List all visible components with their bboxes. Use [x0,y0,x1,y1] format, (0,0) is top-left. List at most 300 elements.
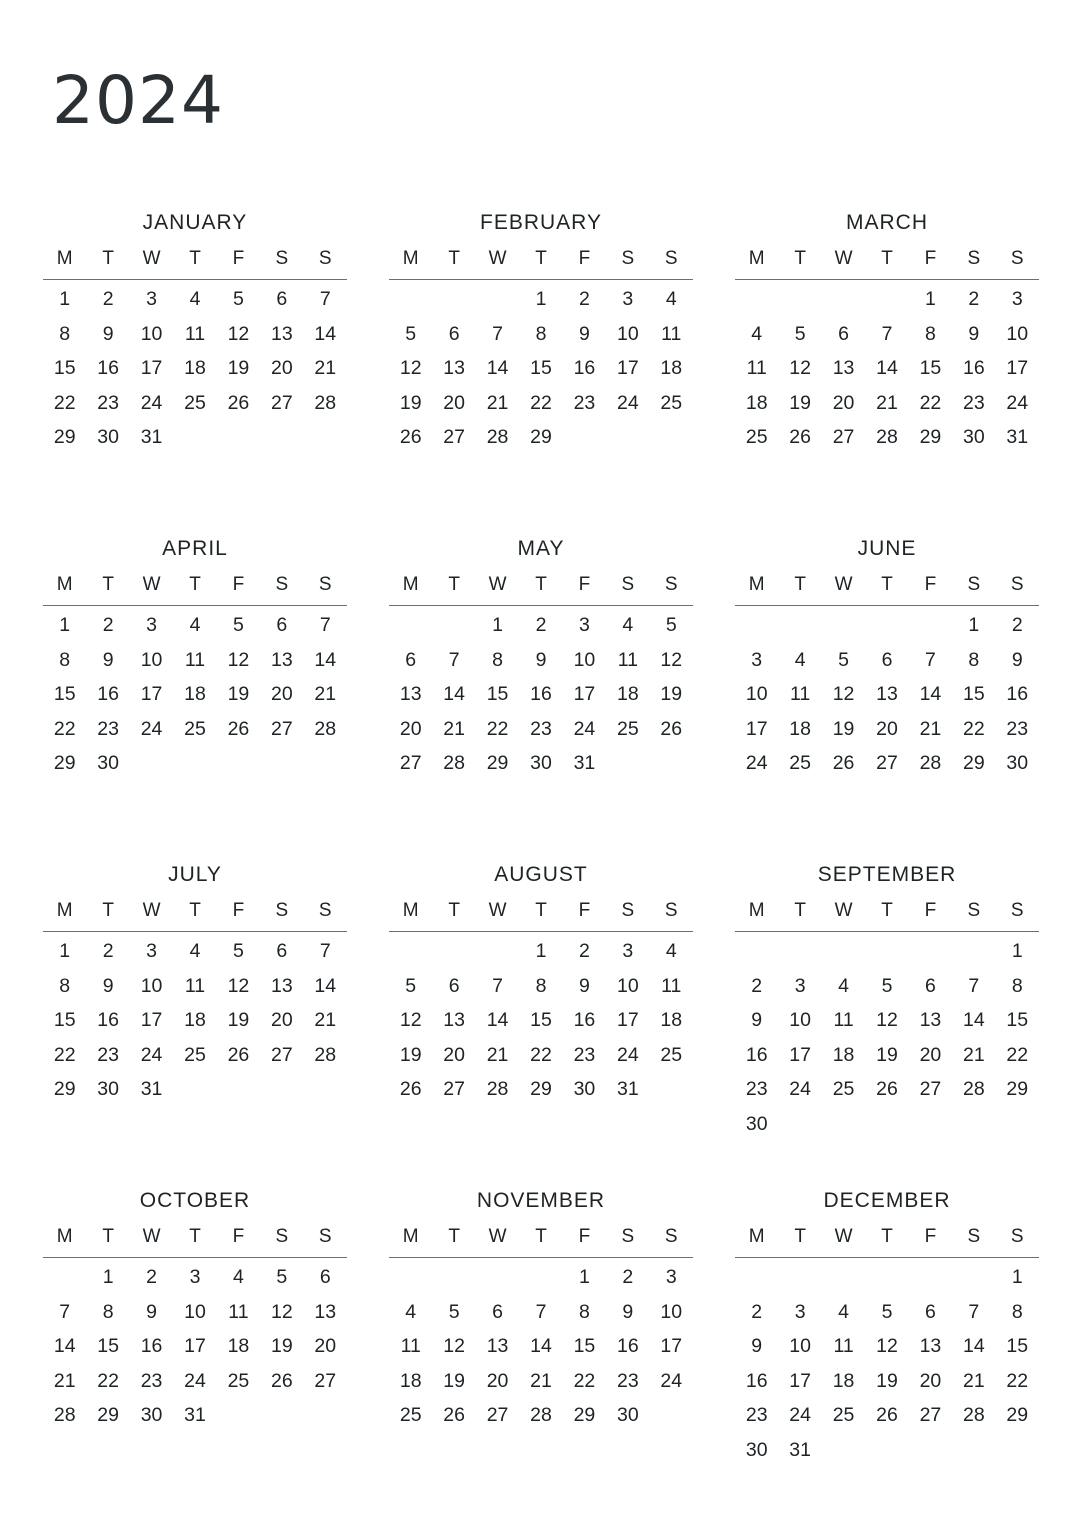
day-cell: 26 [227,1043,250,1066]
weekday-label: M [402,574,419,595]
weekday-header [43,898,347,932]
day-cell: 8 [1011,974,1023,997]
empty-day-cell [778,934,821,969]
day-cell: 12 [271,1300,293,1323]
day-cell: 17 [789,1043,811,1066]
day-cell: 15 [97,1335,119,1358]
day-cell: 6 [838,322,849,345]
day-cell: 9 [102,974,114,997]
day-cell: 14 [486,357,509,380]
weekday-header [43,572,347,606]
day-cell: 27 [443,426,465,449]
month-april [43,531,347,857]
day-cell: 25 [660,391,683,414]
day-cell: 11 [184,322,206,345]
day-cell: 15 [919,357,942,380]
day-cell: 18 [617,683,639,706]
weekday-label: M [748,900,765,921]
day-cell: 28 [314,1043,337,1066]
month-february [389,205,693,531]
day-cell: 12 [227,322,250,345]
day-cell: 24 [140,391,163,414]
day-cell: 22 [919,391,942,414]
weekday-header [389,898,693,932]
weekday-label: S [275,574,289,595]
day-cell: 6 [492,1300,503,1323]
day-cell: 29 [486,752,509,775]
day-cell: 19 [227,683,250,706]
day-cell: 5 [276,1266,288,1288]
day-cell: 3 [622,288,634,310]
day-cell: 10 [140,322,163,345]
day-cell: 27 [271,391,293,414]
weekday-label: M [56,900,73,921]
weekday-label: F [232,248,245,269]
day-cell: 17 [573,683,596,706]
day-cell: 20 [443,1043,465,1066]
day-cell: 18 [184,683,206,706]
weekday-label: W [142,900,161,921]
day-cell: 10 [184,1300,206,1323]
day-cell: 10 [1006,322,1029,345]
day-cell: 6 [448,322,460,345]
day-cell: 7 [448,648,460,671]
day-grid [389,934,693,1107]
weekday-label: W [834,1226,853,1247]
month-july [43,857,347,1183]
day-cell: 29 [963,752,985,775]
day-cell: 11 [746,357,767,380]
day-cell: 16 [573,1009,596,1032]
day-cell: 1 [535,940,547,962]
day-cell: 19 [789,391,811,414]
day-cell: 28 [876,426,898,449]
weekday-label: S [967,574,981,595]
weekday-label: T [448,574,460,595]
day-cell: 13 [271,648,293,671]
day-cell: 28 [530,1404,552,1427]
day-cell: 22 [53,1043,76,1066]
day-cell: 4 [665,940,677,962]
day-cell: 30 [573,1078,596,1101]
weekday-label: S [621,574,635,595]
month-name: SEPTEMBER [817,863,957,886]
day-cell: 25 [184,717,206,740]
day-cell: 18 [789,717,811,740]
empty-day-cell [735,934,778,969]
weekday-label: S [967,900,981,921]
day-cell: 24 [745,752,768,775]
day-cell: 27 [919,1078,942,1101]
day-cell: 21 [314,1009,337,1032]
weekday-label: S [664,248,678,269]
day-cell: 5 [232,940,244,962]
day-cell: 2 [1011,614,1023,636]
day-cell: 17 [140,357,163,380]
day-grid [389,608,693,781]
day-cell: 15 [53,683,76,706]
day-cell: 12 [399,1009,422,1032]
day-cell: 9 [578,322,590,345]
weekday-label: S [318,900,332,921]
day-cell: 16 [963,357,985,380]
day-cell: 16 [97,1009,119,1032]
day-cell: 8 [578,1300,590,1323]
day-cell: 19 [227,357,250,380]
day-cell: 27 [876,752,898,775]
day-cell: 15 [530,1009,552,1032]
day-cell: 16 [530,683,552,706]
day-cell: 17 [745,717,768,740]
day-cell: 30 [97,1078,119,1101]
day-cell: 5 [448,1300,460,1323]
day-cell: 28 [314,717,337,740]
empty-day-cell [389,1260,432,1295]
day-cell: 12 [227,974,250,997]
day-cell: 20 [832,391,855,414]
empty-day-cell [822,282,865,317]
weekday-label: M [748,248,765,269]
day-cell: 3 [751,648,763,671]
day-cell: 28 [963,1078,985,1101]
empty-day-cell [778,282,821,317]
day-grid [735,282,1039,455]
weekday-label: T [102,900,114,921]
day-cell: 30 [97,752,119,775]
day-cell: 11 [184,974,206,997]
weekday-label: M [402,900,419,921]
weekday-label: F [232,574,245,595]
day-cell: 18 [745,391,768,414]
day-cell: 14 [53,1335,76,1358]
day-cell: 5 [405,974,417,997]
day-cell: 20 [486,1369,509,1392]
day-cell: 22 [1006,1043,1029,1066]
day-cell: 4 [838,974,849,997]
weekday-label: S [967,248,981,269]
day-cell: 23 [573,391,596,414]
day-cell: 7 [492,974,503,997]
day-cell: 1 [59,288,71,310]
day-cell: 4 [189,940,201,962]
day-cell: 4 [189,288,201,310]
day-cell: 31 [140,426,163,449]
day-cell: 9 [968,322,980,345]
day-cell: 2 [102,614,114,636]
day-cell: 4 [838,1300,849,1323]
day-cell: 6 [276,940,288,962]
day-cell: 29 [97,1404,119,1427]
day-cell: 5 [881,1300,893,1323]
empty-day-cell [822,1260,865,1295]
day-cell: 30 [97,426,119,449]
empty-day-cell [909,934,952,969]
month-june [735,531,1039,857]
day-cell: 24 [660,1369,683,1392]
empty-day-cell [519,1260,562,1295]
month-name: AUGUST [494,863,588,886]
day-cell: 4 [405,1300,417,1323]
weekday-label: F [578,1226,591,1247]
month-name: JUNE [857,537,917,560]
day-cell: 17 [617,1009,639,1032]
day-cell: 25 [184,1043,206,1066]
day-cell: 7 [881,322,893,345]
day-cell: 6 [405,648,417,671]
empty-day-cell [389,934,432,969]
day-cell: 27 [443,1078,465,1101]
weekday-label: W [834,248,853,269]
empty-day-cell [389,282,432,317]
weekday-label: S [1010,574,1024,595]
day-cell: 3 [146,940,157,962]
day-cell: 7 [968,974,980,997]
day-cell: 24 [140,1043,163,1066]
day-cell: 29 [573,1404,596,1427]
weekday-label: T [448,900,460,921]
day-cell: 11 [184,648,206,671]
day-cell: 17 [660,1335,683,1358]
day-cell: 27 [271,1043,293,1066]
empty-day-cell [432,934,475,969]
day-cell: 30 [530,752,552,775]
weekday-label: F [924,248,937,269]
weekday-header [389,1224,693,1258]
day-cell: 16 [140,1335,163,1358]
day-grid [735,608,1039,781]
month-name: NOVEMBER [476,1189,606,1212]
day-cell: 23 [530,717,552,740]
day-cell: 2 [751,974,763,997]
day-cell: 13 [443,1009,465,1032]
day-cell: 12 [789,357,811,380]
weekday-label: M [56,574,73,595]
day-cell: 9 [102,648,114,671]
empty-day-cell [865,1260,908,1295]
empty-day-cell [432,282,475,317]
day-cell: 11 [661,974,682,997]
day-cell: 17 [140,683,163,706]
weekday-header [735,572,1039,606]
day-cell: 3 [665,1266,677,1288]
day-cell: 21 [876,391,898,414]
day-cell: 31 [617,1078,639,1101]
day-cell: 21 [486,391,509,414]
day-cell: 19 [227,1009,250,1032]
month-name: DECEMBER [823,1189,951,1212]
month-september [735,857,1039,1183]
day-cell: 27 [919,1404,942,1427]
empty-day-cell [865,282,908,317]
day-cell: 18 [184,1009,206,1032]
day-cell: 9 [751,1335,763,1358]
day-cell: 2 [578,940,590,962]
empty-day-cell [822,934,865,969]
day-cell: 19 [660,683,683,706]
day-cell: 29 [53,1078,76,1101]
day-cell: 15 [53,1009,76,1032]
day-cell: 29 [530,1078,552,1101]
day-cell: 19 [443,1369,465,1392]
month-name: MAY [517,537,565,560]
day-cell: 2 [102,940,114,962]
day-cell: 17 [789,1369,811,1392]
day-cell: 15 [1006,1335,1029,1358]
day-cell: 23 [617,1369,639,1392]
weekday-label: M [748,1226,765,1247]
day-cell: 8 [924,322,936,345]
day-cell: 18 [184,357,206,380]
day-cell: 24 [140,717,163,740]
day-cell: 24 [617,391,639,414]
day-cell: 3 [622,940,634,962]
empty-day-cell [952,1260,995,1295]
day-cell: 11 [400,1335,421,1358]
day-cell: 8 [59,322,71,345]
day-cell: 5 [665,614,677,636]
day-cell: 11 [661,322,682,345]
day-cell: 12 [660,648,683,671]
day-cell: 6 [881,648,893,671]
day-cell: 25 [227,1369,250,1392]
day-cell: 2 [146,1266,157,1288]
day-grid [735,934,1039,1142]
day-cell: 30 [745,1438,768,1461]
day-cell: 3 [1011,288,1023,310]
day-cell: 19 [876,1369,898,1392]
day-cell: 7 [319,614,331,636]
weekday-label: F [578,248,591,269]
day-cell: 4 [232,1266,244,1288]
day-cell: 21 [919,717,942,740]
month-name: OCTOBER [139,1189,251,1212]
weekday-label: F [232,900,245,921]
weekday-label: S [318,574,332,595]
day-cell: 15 [53,357,76,380]
day-cell: 14 [443,683,465,706]
day-cell: 31 [1006,426,1029,449]
day-cell: 25 [184,391,206,414]
day-cell: 5 [881,974,893,997]
day-cell: 4 [189,614,201,636]
day-cell: 15 [1006,1009,1029,1032]
day-cell: 23 [963,391,985,414]
day-cell: 12 [227,648,250,671]
weekday-header [389,246,693,280]
weekday-label: F [578,900,591,921]
day-cell: 7 [968,1300,980,1323]
day-cell: 1 [1011,1266,1023,1288]
weekday-label: S [967,1226,981,1247]
weekday-label: S [621,1226,635,1247]
day-cell: 30 [617,1404,639,1427]
day-cell: 15 [573,1335,596,1358]
day-cell: 26 [832,752,855,775]
day-grid [389,282,693,455]
day-cell: 14 [486,1009,509,1032]
day-cell: 24 [789,1404,811,1427]
empty-day-cell [43,1260,86,1295]
day-cell: 29 [53,426,76,449]
day-cell: 10 [140,648,163,671]
empty-day-cell [952,934,995,969]
day-cell: 24 [789,1078,811,1101]
weekday-label: W [142,248,161,269]
month-may [389,531,693,857]
weekday-label: T [535,900,547,921]
weekday-label: S [664,1226,678,1247]
day-cell: 13 [271,322,293,345]
day-cell: 2 [578,288,590,310]
weekday-label: T [189,900,201,921]
weekday-label: S [275,900,289,921]
day-cell: 1 [59,614,71,636]
day-cell: 19 [876,1043,898,1066]
day-cell: 22 [97,1369,119,1392]
day-cell: 5 [794,322,806,345]
day-cell: 16 [617,1335,639,1358]
day-cell: 18 [832,1043,855,1066]
day-cell: 7 [492,322,503,345]
weekday-label: T [794,1226,806,1247]
weekday-label: M [56,248,73,269]
day-cell: 8 [535,974,547,997]
day-cell: 10 [789,1335,811,1358]
day-cell: 26 [876,1078,898,1101]
weekday-label: T [535,574,547,595]
empty-day-cell [476,282,519,317]
weekday-label: T [881,248,893,269]
day-cell: 20 [399,717,422,740]
day-cell: 14 [963,1009,985,1032]
weekday-label: S [318,1226,332,1247]
weekday-label: T [881,1226,893,1247]
month-name: FEBRUARY [480,211,602,234]
day-cell: 8 [59,648,71,671]
weekday-label: S [664,900,678,921]
day-cell: 4 [751,322,763,345]
weekday-label: T [102,248,114,269]
day-cell: 1 [924,288,936,310]
day-cell: 12 [876,1335,898,1358]
day-cell: 19 [399,1043,422,1066]
day-cell: 10 [617,974,639,997]
day-cell: 24 [1006,391,1029,414]
day-cell: 21 [53,1369,76,1392]
day-cell: 27 [486,1404,509,1427]
weekday-label: T [448,1226,460,1247]
day-cell: 15 [963,683,985,706]
weekday-label: W [488,1226,507,1247]
day-cell: 25 [789,752,811,775]
day-cell: 22 [573,1369,596,1392]
weekday-label: T [794,248,806,269]
day-cell: 1 [59,940,71,962]
day-cell: 23 [745,1078,768,1101]
day-cell: 31 [184,1404,206,1427]
empty-day-cell [432,608,475,643]
empty-day-cell [735,608,778,643]
day-cell: 18 [832,1369,855,1392]
weekday-label: W [488,248,507,269]
day-cell: 6 [924,1300,936,1323]
day-cell: 26 [271,1369,293,1392]
weekday-header [43,246,347,280]
calendar-grid [43,205,1039,1509]
day-cell: 16 [573,357,596,380]
day-cell: 14 [963,1335,985,1358]
day-cell: 3 [794,1300,806,1323]
